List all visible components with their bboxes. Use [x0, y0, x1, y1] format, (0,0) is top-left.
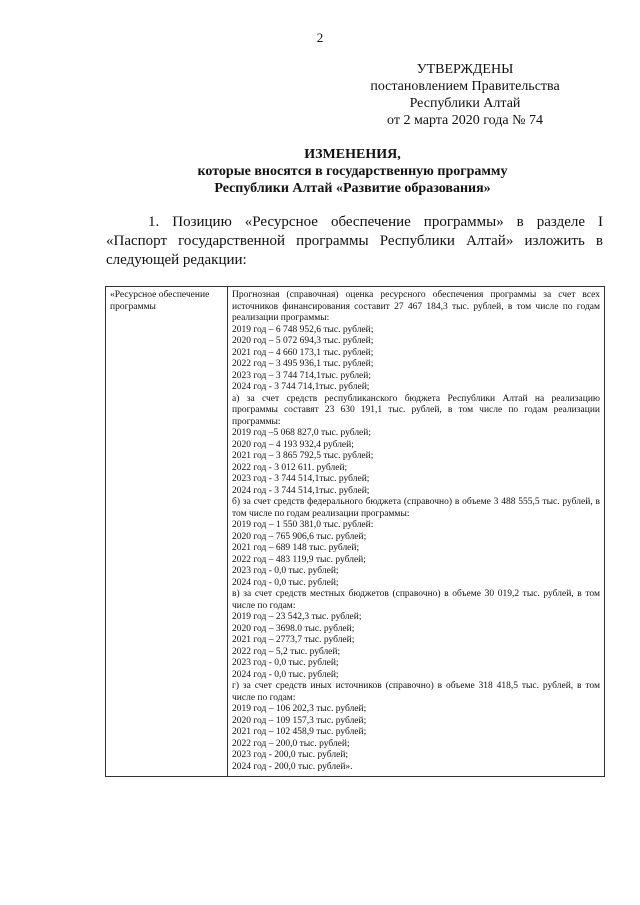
funding-paragraph: в) за счет средств местных бюджетов (справочно) в объеме 30 019,2 тыс. рублей, в том числе по годам: — [232, 589, 600, 611]
funding-year-line: 2022 год – 5,2 тыс. рублей; — [232, 646, 341, 657]
funding-year-line: 2020 год – 4 193 932,4 рублей; — [232, 439, 354, 450]
approval-line: постановлением Правительства — [370, 79, 560, 94]
funding-year-line: 2020 год – 109 157,3 тыс. рублей; — [232, 715, 367, 726]
funding-year-line: 2021 год – 4 660 173,1 тыс. рублей; — [232, 347, 374, 358]
funding-year-line: 2021 год – 689 148 тыс. рублей; — [232, 543, 360, 553]
funding-year-line: 2022 год – 200,0 тыс. рублей; — [232, 738, 350, 749]
funding-year-line: 2023 год - 3 744 514,1тыс. рублей; — [232, 474, 370, 484]
funding-year-line: 2023 год - 0,0 тыс. рублей; — [232, 658, 339, 668]
funding-year-line: 2019 год – 1 550 381,0 тыс. рублей: — [232, 520, 374, 530]
funding-year-line: 2023 год – 3 744 714,1тыс. рублей; — [232, 370, 371, 381]
funding-year-line: 2019 год – 23 542,3 тыс. рублей; — [232, 612, 362, 622]
funding-year-line: 2024 год - 0,0 тыс. рублей; — [232, 577, 339, 588]
funding-year-line: 2023 год - 0,0 тыс. рублей; — [232, 566, 339, 576]
approval-line: Республики Алтай — [409, 96, 521, 111]
funding-year-line: 2024 год - 0,0 тыс. рублей; — [232, 669, 339, 680]
funding-year-line: 2020 год – 5 072 694,3 тыс. рублей; — [232, 336, 374, 346]
funding-year-line: 2024 год - 3 744 714,1тыс. рублей; — [232, 382, 370, 392]
funding-year-line: 2021 год – 3 865 792,5 тыс. рублей; — [232, 451, 374, 461]
page-number: 2 — [316, 30, 324, 45]
heading-title: ИЗМЕНЕНИЯ, — [304, 147, 401, 162]
document-heading — [100, 146, 605, 197]
approval-date: от 2 марта 2020 года № 74 — [387, 113, 543, 128]
approval-title: УТВЕРЖДЕНЫ — [416, 62, 514, 77]
funding-year-line: 2022 год – 483 119,9 тыс. рублей; — [232, 554, 366, 565]
funding-year-line: 2020 год – 765 906,6 тыс. рублей; — [232, 531, 367, 542]
funding-year-line: 2020 год – 3698.0 тыс. рублей; — [232, 623, 355, 634]
funding-paragraph: а) за счет средств республиканского бюджета Республики Алтай на реализацию программы составят 23 630 191,1 тыс. рублей, в том числе по годам реализации программы: — [232, 393, 600, 427]
funding-year-line: 2024 год - 3 744 514,1тыс. рублей; — [232, 485, 370, 496]
funding-paragraph: б) за счет средств федерального бюджета (справочно) в объеме 3 488 555,5 тыс. рублей, в том числе по годам реализации программы: — [232, 497, 600, 519]
funding-paragraph: Прогнозная (справочная) оценка ресурсного обеспечения программы за счет всех источников финансирования составит 27 467 184,3 тыс. рублей, в том числе по годам реализации программы: — [232, 290, 600, 323]
funding-year-line: 2019 год –5 068 827,0 тыс. рублей; — [232, 428, 371, 438]
funding-year-line: 2019 год – 106 202,3 тыс. рублей; — [232, 704, 367, 714]
table-row — [106, 287, 605, 777]
funding-year-line: 2022 год – 3 495 936,1 тыс. рублей; — [232, 359, 374, 369]
funding-year-line: 2021 год – 2773,7 тыс. рублей; — [232, 635, 355, 645]
table-content-cell — [228, 287, 605, 777]
approval-block — [360, 61, 570, 129]
funding-paragraph: г) за счет средств иных источников (справочно) в объеме 318 418,5 тыс. рублей, в том числе по годам: — [232, 681, 600, 703]
funding-year-line: 2019 год – 6 748 952,6 тыс. рублей; — [232, 324, 374, 335]
funding-year-line: 2023 год - 200,0 тыс. рублей; — [232, 750, 349, 760]
table-label-cell: «Ресурсное обеспечение программы — [106, 287, 228, 777]
heading-line: которые вносятся в государственную программу — [197, 164, 508, 179]
funding-year-line: 2021 год – 102 458,9 тыс. рублей; — [232, 727, 367, 737]
resource-table — [105, 286, 605, 777]
funding-year-line: 2022 год - 3 012 611. рублей; — [232, 462, 348, 473]
intro-paragraph: 1. Позицию «Ресурсное обеспечение программы» в разделе I «Паспорт государственной программы Республики Алтай» изложить в следующей редакции: — [106, 214, 603, 268]
funding-year-line: 2024 год - 200,0 тыс. рублей». — [232, 761, 353, 772]
heading-line: Республики Алтай «Развитие образования» — [214, 181, 491, 196]
